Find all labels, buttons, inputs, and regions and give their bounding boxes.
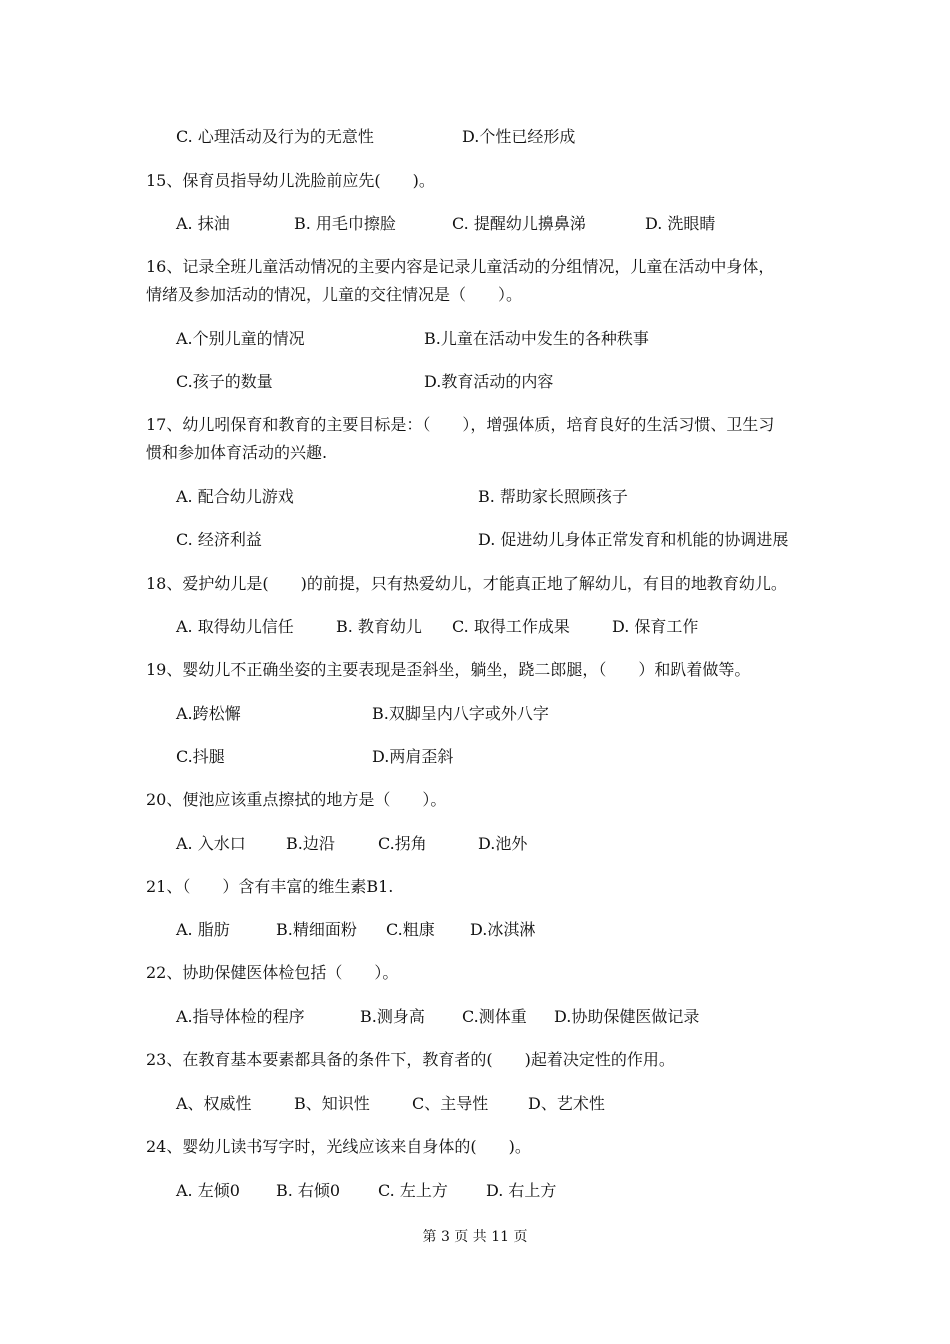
q18-option-d: D. 保育工作 — [612, 617, 699, 636]
q20-stem: 20、便池应该重点擦拭的地方是（ ）。 — [146, 790, 447, 809]
q15-option-c: C. 提醒幼儿擤鼻涕 — [452, 214, 586, 233]
q22-option-d: D.协助保健医做记录 — [554, 1007, 700, 1026]
q19-option-b: B.双脚呈内八字或外八字 — [372, 704, 549, 723]
q19-option-a: A.跨松懈 — [176, 704, 241, 723]
q14-option-d: D.个性已经形成 — [462, 127, 576, 146]
q23-option-b: B、知识性 — [294, 1094, 370, 1113]
q17-option-a: A. 配合幼儿游戏 — [176, 487, 294, 506]
q19-stem: 19、婴幼儿不正确坐姿的主要表现是歪斜坐，躺坐，跷二郎腿，（ ）和趴着做等。 — [146, 660, 751, 679]
q23-option-a: A、权威性 — [176, 1094, 252, 1113]
q15-option-d: D. 洗眼睛 — [645, 214, 716, 233]
q24-option-b: B. 右倾0 — [276, 1181, 341, 1200]
q22-option-c: C.测体重 — [462, 1007, 527, 1026]
q24-option-c: C. 左上方 — [378, 1181, 448, 1200]
q16-option-b: B.儿童在活动中发生的各种秩事 — [424, 329, 649, 348]
q20-option-c: C.拐角 — [378, 834, 427, 853]
q24-stem: 24、婴幼儿读书写字时，光线应该来自身体的( )。 — [146, 1137, 531, 1156]
q22-option-b: B.测身高 — [360, 1007, 425, 1026]
q20-option-b: B.边沿 — [286, 834, 335, 853]
q17-option-c: C. 经济利益 — [176, 530, 262, 549]
q23-stem: 23、在教育基本要素都具备的条件下，教育者的( )起着决定性的作用。 — [146, 1050, 675, 1069]
q19-option-d: D.两肩歪斜 — [372, 747, 454, 766]
q17-option-b: B. 帮助家长照顾孩子 — [478, 487, 628, 506]
q14-option-c: C. 心理活动及行为的无意性 — [176, 127, 374, 146]
q16-stem-line1: 16、记录全班儿童活动情况的主要内容是记录儿童活动的分组情况，儿童在活动中身体， — [146, 257, 775, 276]
q24-option-a: A. 左倾0 — [176, 1181, 240, 1200]
q16-option-c: C.孩子的数量 — [176, 372, 273, 391]
q17-stem-line1: 17、幼儿吲保育和教育的主要目标是：（ ），增强体质，培育良好的生活习惯、卫生习 — [146, 415, 775, 434]
q18-option-a: A. 取得幼儿信任 — [176, 617, 294, 636]
q15-option-a: A. 抹油 — [176, 214, 230, 233]
page-number-footer: 第 3 页 共 11 页 — [422, 1229, 528, 1245]
q21-stem: 21、（ ）含有丰富的维生素B1. — [146, 877, 394, 896]
q18-stem: 18、爱护幼儿是( )的前提，只有热爱幼儿，才能真正地了解幼儿，有目的地教育幼儿。 — [146, 574, 787, 593]
q21-option-a: A. 脂肪 — [176, 920, 230, 939]
q20-option-d: D.池外 — [478, 834, 528, 853]
q15-option-b: B. 用毛巾擦脸 — [294, 214, 396, 233]
q19-option-c: C.抖腿 — [176, 747, 225, 766]
q21-option-d: D.冰淇淋 — [470, 920, 536, 939]
q23-option-d: D、艺术性 — [528, 1094, 605, 1113]
q15-stem: 15、保育员指导幼儿洗脸前应先( )。 — [146, 171, 435, 190]
q18-option-c: C. 取得工作成果 — [452, 617, 570, 636]
q20-option-a: A. 入水口 — [176, 834, 246, 853]
q17-option-d: D. 促进幼儿身体正常发育和机能的协调进展 — [478, 530, 789, 549]
q16-option-d: D.教育活动的内容 — [424, 372, 554, 391]
q17-stem-line2: 惯和参加体育活动的兴趣. — [146, 443, 328, 462]
q24-option-d: D. 右上方 — [486, 1181, 557, 1200]
q22-option-a: A.指导体检的程序 — [176, 1007, 305, 1026]
q23-option-c: C、主导性 — [412, 1094, 489, 1113]
q16-option-a: A.个别儿童的情况 — [176, 329, 305, 348]
q18-option-b: B. 教育幼儿 — [336, 617, 422, 636]
q21-option-b: B.精细面粉 — [276, 920, 357, 939]
q16-stem-line2: 情绪及参加活动的情况，儿童的交往情况是（ ）。 — [146, 285, 523, 304]
q21-option-c: C.粗康 — [386, 920, 435, 939]
q22-stem: 22、协助保健医体检包括（ ）。 — [146, 963, 399, 982]
